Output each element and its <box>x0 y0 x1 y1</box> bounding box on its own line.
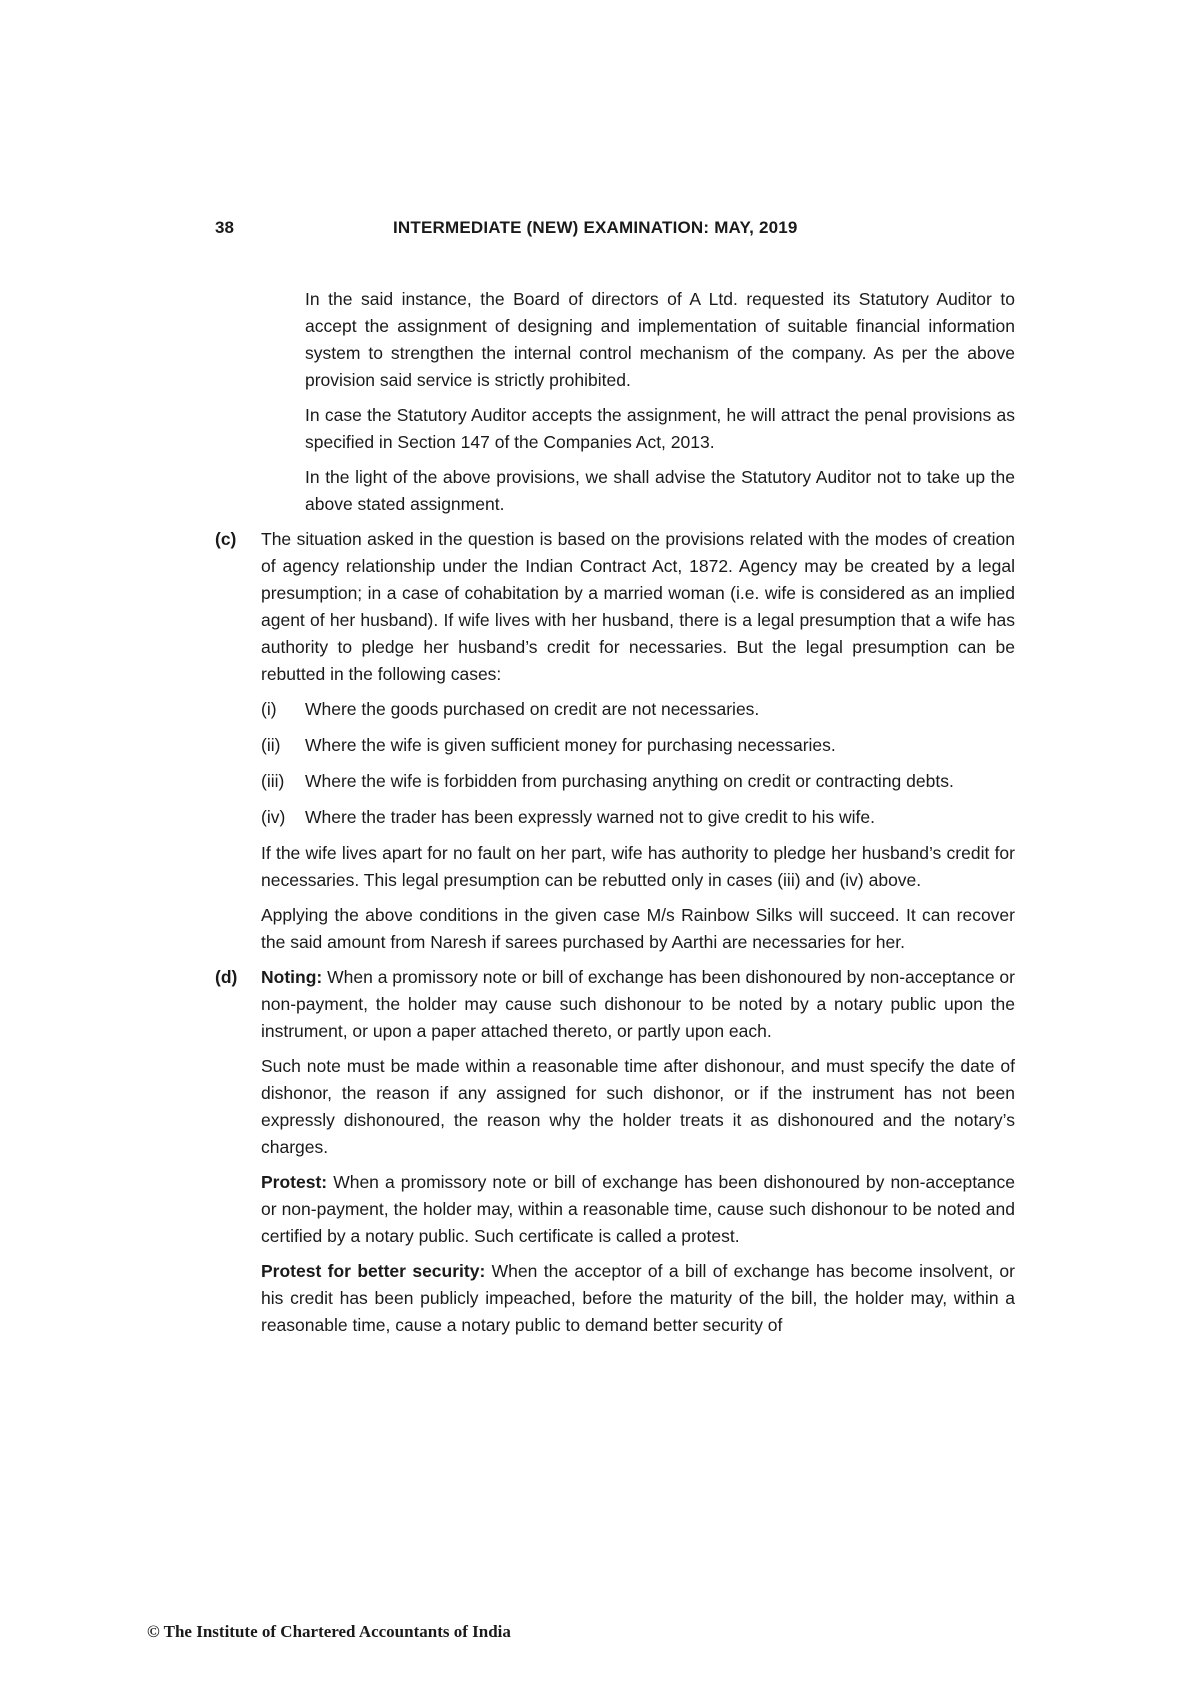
section-c-conclusion: Applying the above conditions in the given case M/s Rainbow Silks will succeed. It can recover the said amount from Naresh if sarees purchased by Aarthi are necessaries for her. <box>261 905 1015 952</box>
better-security-text: When the acceptor of a bill of exchange has become insolvent, or his credit has been publicly impeached, before the maturity of the bill, the holder may, within a reasonable time, cause a notary public to demand better security of <box>261 1261 1015 1335</box>
noting-details: Such note must be made within a reasonable time after dishonour, and must specify the date of dishonor, the reason if any assigned for such dishonor, or if the instrument has not been expressly dishonoured, the reason why the holder treats it as dishonoured and the notary’s charges. <box>261 1056 1015 1157</box>
item-marker: (c) <box>215 529 237 549</box>
list-item-text: Where the trader has been expressly warned not to give credit to his wife. <box>305 807 876 827</box>
footer-copyright: © The Institute of Chartered Accountants of India <box>147 1622 511 1641</box>
item-marker: (d) <box>215 967 238 987</box>
intro-paragraph: In the said instance, the Board of directors of A Ltd. requested its Statutory Auditor to accept the assignment of designing and implementation of suitable financial information system to strengthen the internal control mechanism of the company. As per the above provision said service is strictly prohibited. <box>305 289 1015 390</box>
list-item-text: Where the wife is given sufficient money for purchasing necessaries. <box>305 735 836 755</box>
section-c-after-cases: If the wife lives apart for no fault on her part, wife has authority to pledge her husband’s credit for necessaries. This legal presumption can be rebutted only in cases (iii) and (iv) above. <box>261 843 1015 890</box>
page-number: 38 <box>215 218 234 237</box>
section-c-opening: The situation asked in the question is based on the provisions related with the modes of creation of agency relationship under the Indian Contract Act, 1872. Agency may be created by a legal presumption; in a case of cohabitation by a married woman (i.e. wife is considered as an implied agent of her husband). If wife lives with her husband, there is a legal presumption that a wife has authority to pledge her husband’s credit for necessaries. But the legal presumption can be rebutted in the following cases: <box>261 529 1015 684</box>
list-item <box>261 804 1015 831</box>
running-head-title: INTERMEDIATE (NEW) EXAMINATION: MAY, 2019 <box>393 218 798 237</box>
list-marker: (ii) <box>261 735 281 755</box>
noting-text: When a promissory note or bill of exchange has been dishonoured by non-acceptance or non-payment, the holder may cause such dishonour to be noted by a notary public upon the instrument, or upon a paper attached thereto, or partly upon each. <box>261 967 1015 1041</box>
better-security-label: Protest for better security: <box>261 1261 486 1281</box>
protest-paragraph <box>261 1169 1015 1250</box>
list-item <box>261 732 1015 759</box>
answer-item-c <box>215 526 1015 956</box>
noting-label: Noting: <box>261 967 323 987</box>
list-marker: (iv) <box>261 807 286 827</box>
protest-label: Protest: <box>261 1172 328 1192</box>
protest-text: When a promissory note or bill of exchange has been dishonoured by non-acceptance or non-payment, the holder may, within a reasonable time, cause such dishonour to be noted and certified by a notary public. Such certificate is called a protest. <box>261 1172 1015 1246</box>
page-header <box>215 218 1015 242</box>
answer-item-d <box>215 964 1015 1339</box>
list-item <box>261 696 1015 723</box>
list-marker: (iii) <box>261 771 285 791</box>
intro-paragraph: In the light of the above provisions, we shall advise the Statutory Auditor not to take up the above stated assignment. <box>305 467 1015 514</box>
list-item-text: Where the wife is forbidden from purchasing anything on credit or contracting debts. <box>305 771 954 791</box>
body-content <box>215 286 1015 1347</box>
list-item <box>261 768 1015 795</box>
rebuttal-cases-list <box>261 696 1015 831</box>
intro-paragraph: In case the Statutory Auditor accepts the assignment, he will attract the penal provisions as specified in Section 147 of the Companies Act, 2013. <box>305 405 1015 452</box>
better-security-paragraph <box>261 1258 1015 1339</box>
list-marker: (i) <box>261 699 277 719</box>
noting-paragraph <box>261 964 1015 1045</box>
list-item-text: Where the goods purchased on credit are not necessaries. <box>305 699 760 719</box>
